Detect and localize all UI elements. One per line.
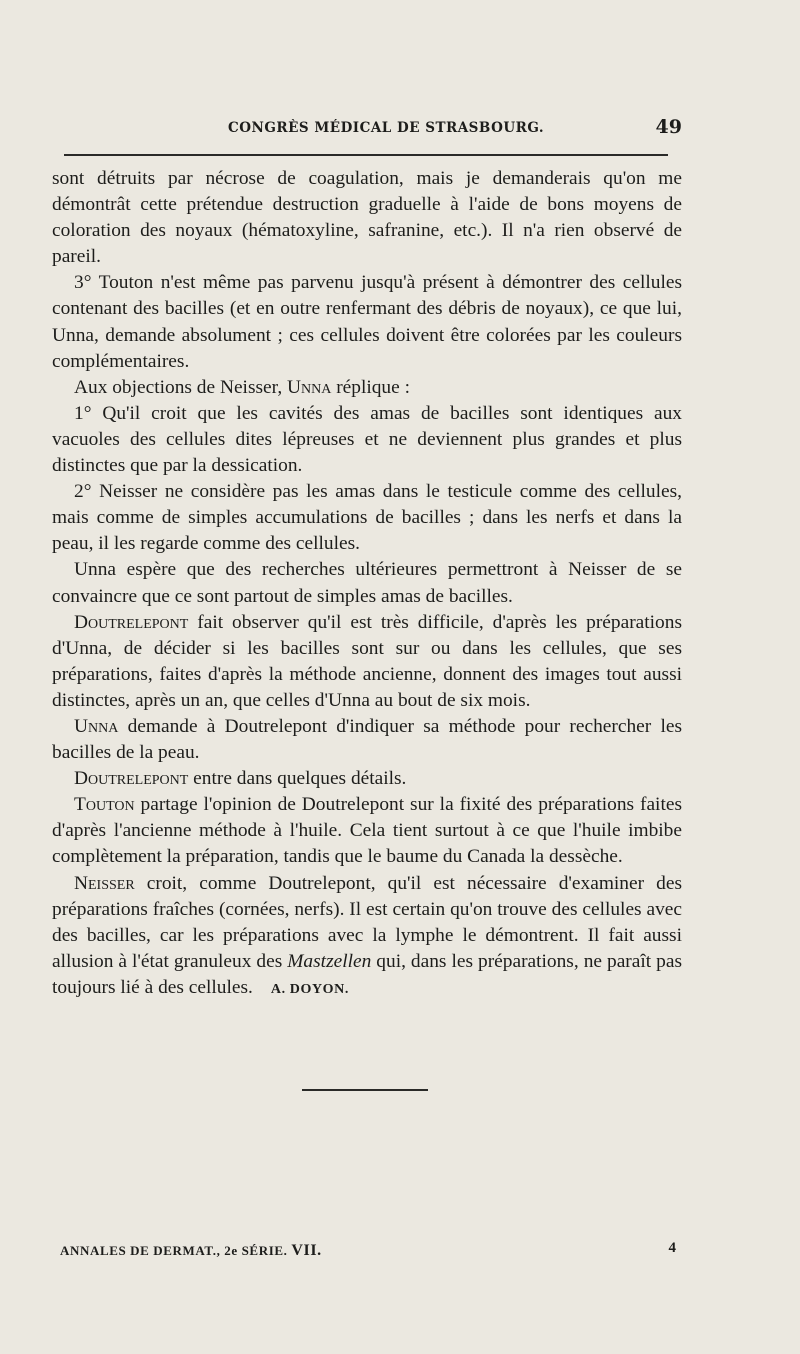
body-text	[52, 166, 682, 1003]
speaker-name: Doutrelepont	[74, 611, 189, 633]
paragraph-p1	[52, 166, 682, 270]
speaker-name: Touton	[74, 794, 135, 816]
header-rule	[64, 154, 668, 156]
text-run: sont détruits par nécrose de coagulation, mais je demanderais qu'on me démontrât cette prétendue destruction graduelle à l'aide de bons moyens de coloration des noyaux (hématoxyline, safranine, etc.). Il n'a rien observé de pareil.	[52, 168, 682, 268]
paragraph-p8	[52, 714, 682, 766]
text-run: entre dans quelques détails.	[188, 768, 407, 790]
speaker-name: Doutrelepont	[74, 768, 189, 790]
signature: A. DOYON.	[270, 981, 349, 997]
running-title: CONGRÈS MÉDICAL DE STRASBOURG.	[228, 120, 545, 136]
running-head	[52, 118, 682, 140]
text-run: réplique :	[331, 376, 410, 398]
text-run: partage l'opinion de Doutrelepont sur la fixité des préparations faites d'après l'ancienne méthode à l'huile. Cela tient surtout à ce que l'huile imbibe complètement la préparation, tandis que le baume du Canada la dessèche.	[52, 794, 682, 868]
text-run: 3° Touton n'est même pas parvenu jusqu'à présent à démontrer des cellules contenant des bacilles (et en outre renfermant des débris de noyaux), ce que lui, Unna, demande absolument ; ces cellules doivent être colorées par les couleurs complémentaires.	[52, 272, 682, 372]
paragraph-p3	[52, 375, 682, 401]
paragraph-p2	[52, 270, 682, 374]
text-run: 1° Qu'il croit que les cavités des amas de bacilles sont identiques aux vacuoles des cellules dites lépreuses et ne deviennent plus grandes et plus distinctes que par la dessication.	[52, 402, 682, 477]
paragraph-p10	[52, 792, 682, 870]
end-rule	[302, 1089, 428, 1091]
text-run: 2° Neisser ne considère pas les amas dans le testicule comme des cellules, mais comme de simples accumulations de bacilles ; dans les nerfs et dans la peau, il les regarde comme des cellules.	[52, 481, 682, 555]
signature-mark: 4	[668, 1240, 676, 1256]
speaker-name: Unna	[287, 376, 332, 398]
text-run: Mastzellen	[287, 950, 372, 972]
text-run: croit, comme Doutrelepont, qu'il est nécessaire d'examiner des préparations fraîches (cornées, nerfs). Il est certain qu'on trouve des cellules avec des bacilles, car les préparations avec la lymphe le démontrent. Il fait aussi allusion à l'état granuleux des	[52, 872, 682, 972]
footer-journal	[60, 1242, 322, 1260]
text-run: Aux objections de Neisser,	[74, 376, 288, 398]
speaker-name: Neisser	[74, 872, 135, 894]
footer-volume: VII.	[291, 1242, 322, 1259]
text-run: fait observer qu'il est très difficile, d'après les préparations d'Unna, de décider si les bacilles sont sur ou dans les cellules, que ses préparations, faites d'après la méthode ancienne, donnent des images tout aussi distinctes, après un an, que celles d'Unna au bout de six mois.	[52, 611, 682, 711]
paragraph-p7	[52, 610, 682, 714]
paragraph-p5	[52, 479, 682, 557]
text-run: Unna espère que des recherches ultérieures permettront à Neisser de se convaincre que ce sont partout de simples amas de bacilles.	[52, 559, 682, 607]
paragraph-p4	[52, 401, 682, 479]
paragraph-p9	[52, 766, 682, 792]
paragraph-p11	[52, 871, 682, 1003]
page-footer	[60, 1240, 680, 1262]
text-run: qui, dans les préparations, ne paraît pas toujours lié à des cellules.	[52, 950, 682, 998]
speaker-name: Unna	[74, 715, 119, 737]
paragraph-p6	[52, 557, 682, 609]
page-number: 49	[655, 116, 682, 138]
footer-journal-title: ANNALES DE DERMAT., 2e SÉRIE.	[60, 1243, 288, 1258]
text-run: demande à Doutrelepont d'indiquer sa méthode pour rechercher les bacilles de la peau.	[52, 715, 682, 764]
